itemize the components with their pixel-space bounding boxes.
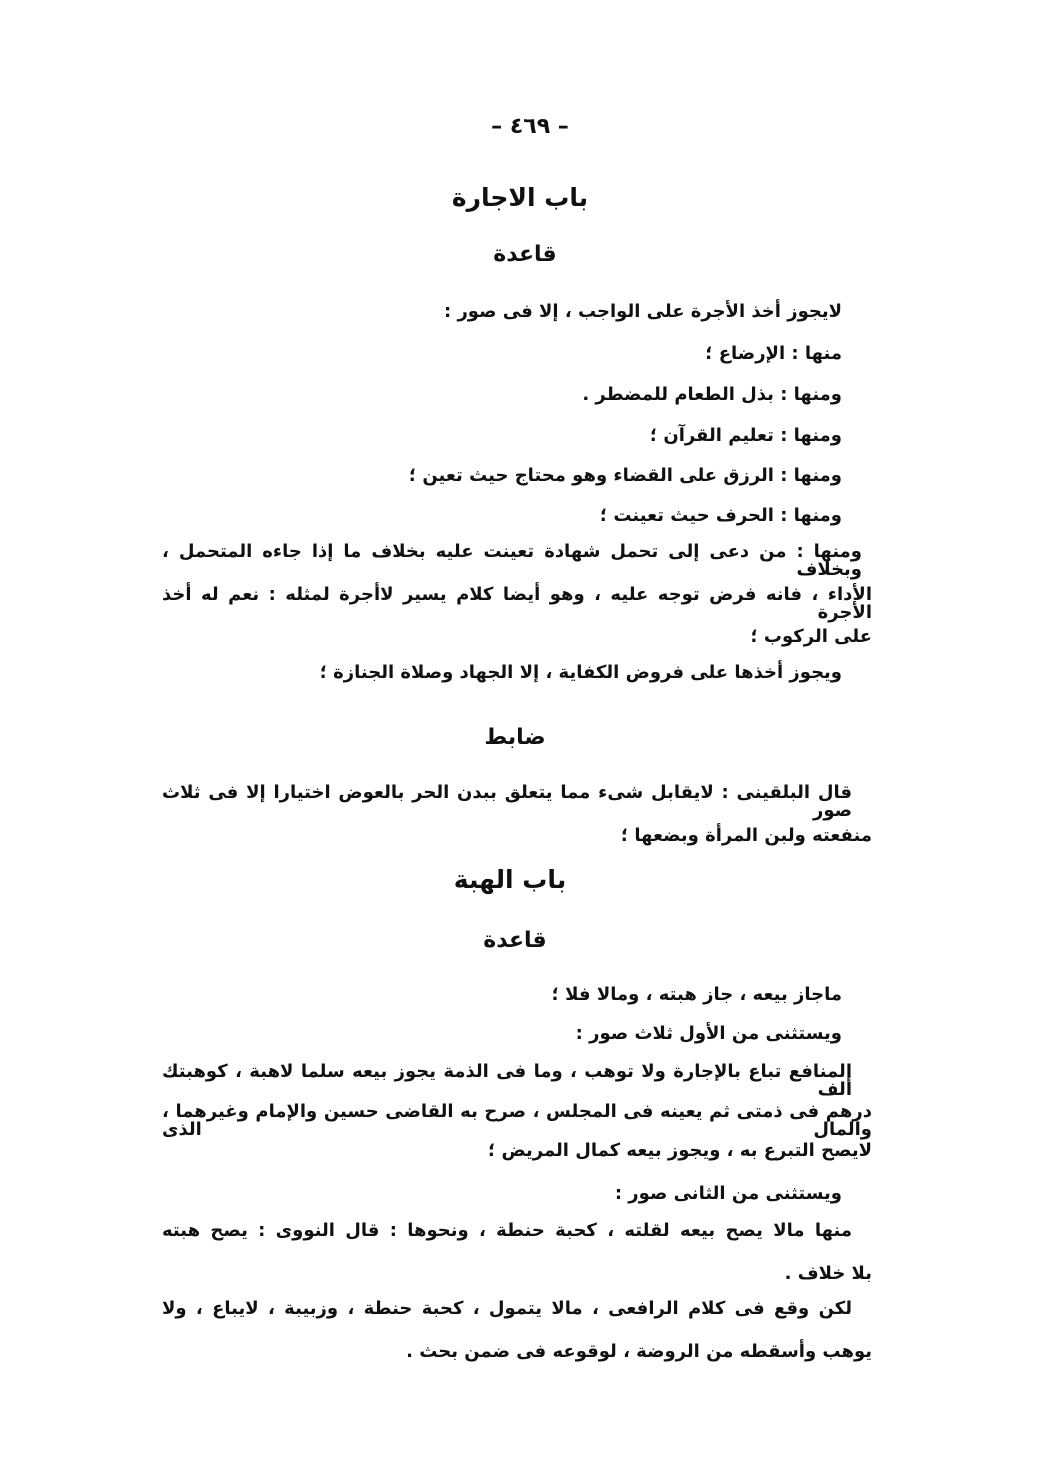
chapter-title-ijara: باب الاجارة	[451, 183, 589, 212]
text-line: قال البلقينى : لايقابل شىء مما يتعلق ببدن الحر بالعوض اختيارا إلا فى ثلاث صور	[162, 782, 852, 821]
text-line: منها : الإرضاع ؛	[705, 343, 842, 364]
rule-subtitle: قاعدة	[483, 928, 547, 953]
text-line: ومنها : من دعى إلى تحمل شهادة تعينت عليه بخلاف ما إذا جاءه المتحمل ، وبخلاف	[162, 541, 862, 580]
text-line: ماجاز بيعه ، جاز هبته ، ومالا فلا ؛	[551, 984, 842, 1005]
text-line: ومنها : الحرف حيث تعينت ؛	[599, 505, 842, 526]
section-title-dabit: ضابط	[484, 725, 546, 750]
text-line: منفعته ولبن المرأة وبضعها ؛	[620, 825, 872, 846]
text-line: ويستثنى من الأول ثلاث صور :	[575, 1023, 842, 1044]
text-line: لكن وقع فى كلام الرافعى ، مالا يتمول ، كحبة حنطة ، وزبيبة ، لايباع ، ولا	[162, 1298, 852, 1319]
text-line: ومنها : تعليم القرآن ؛	[649, 425, 842, 446]
text-line: المنافع تباع بالإجارة ولا توهب ، وما فى الذمة يجوز بيعه سلما لاهبة ، كوهبتك ألف	[162, 1061, 852, 1100]
rule-subtitle: قاعدة	[493, 242, 557, 267]
text-line: لايصح التبرع به ، ويجوز بيعه كمال المريض ؛	[487, 1140, 872, 1161]
text-line: بلا خلاف .	[784, 1263, 872, 1284]
text-line: ومنها : بذل الطعام للمضطر .	[582, 384, 842, 405]
text-line: ومنها : الرزق على القضاء وهو محتاج حيث تعين ؛	[408, 465, 842, 486]
text-line: درهم فى ذمتى ثم يعينه فى المجلس ، صرح به القاضى حسين والإمام وغيرهما ، والمال الذى	[162, 1101, 872, 1140]
page-number: – ٤٦٩ –	[491, 114, 569, 139]
chapter-title-hiba: باب الهبة	[453, 865, 567, 894]
text-line: ويستثنى من الثانى صور :	[614, 1183, 842, 1204]
text-line: ويجوز أخذها على فروض الكفاية ، إلا الجهاد وصلاة الجنازة ؛	[319, 662, 842, 683]
text-line: على الركوب ؛	[750, 626, 872, 647]
text-line: منها مالا يصح بيعه لقلته ، كحبة حنطة ، ونحوها : قال النووى : يصح هبته	[162, 1220, 852, 1241]
text-line: الأداء ، فانه فرض توجه عليه ، وهو أيضا كلام يسير لاأجرة لمثله : نعم له أخذ الأجرة	[162, 584, 872, 623]
text-line: يوهب وأسقطه من الروضة ، لوقوعه فى ضمن بحث .	[406, 1341, 872, 1362]
text-line: لايجوز أخذ الأجرة على الواجب ، إلا فى صور :	[443, 301, 842, 322]
